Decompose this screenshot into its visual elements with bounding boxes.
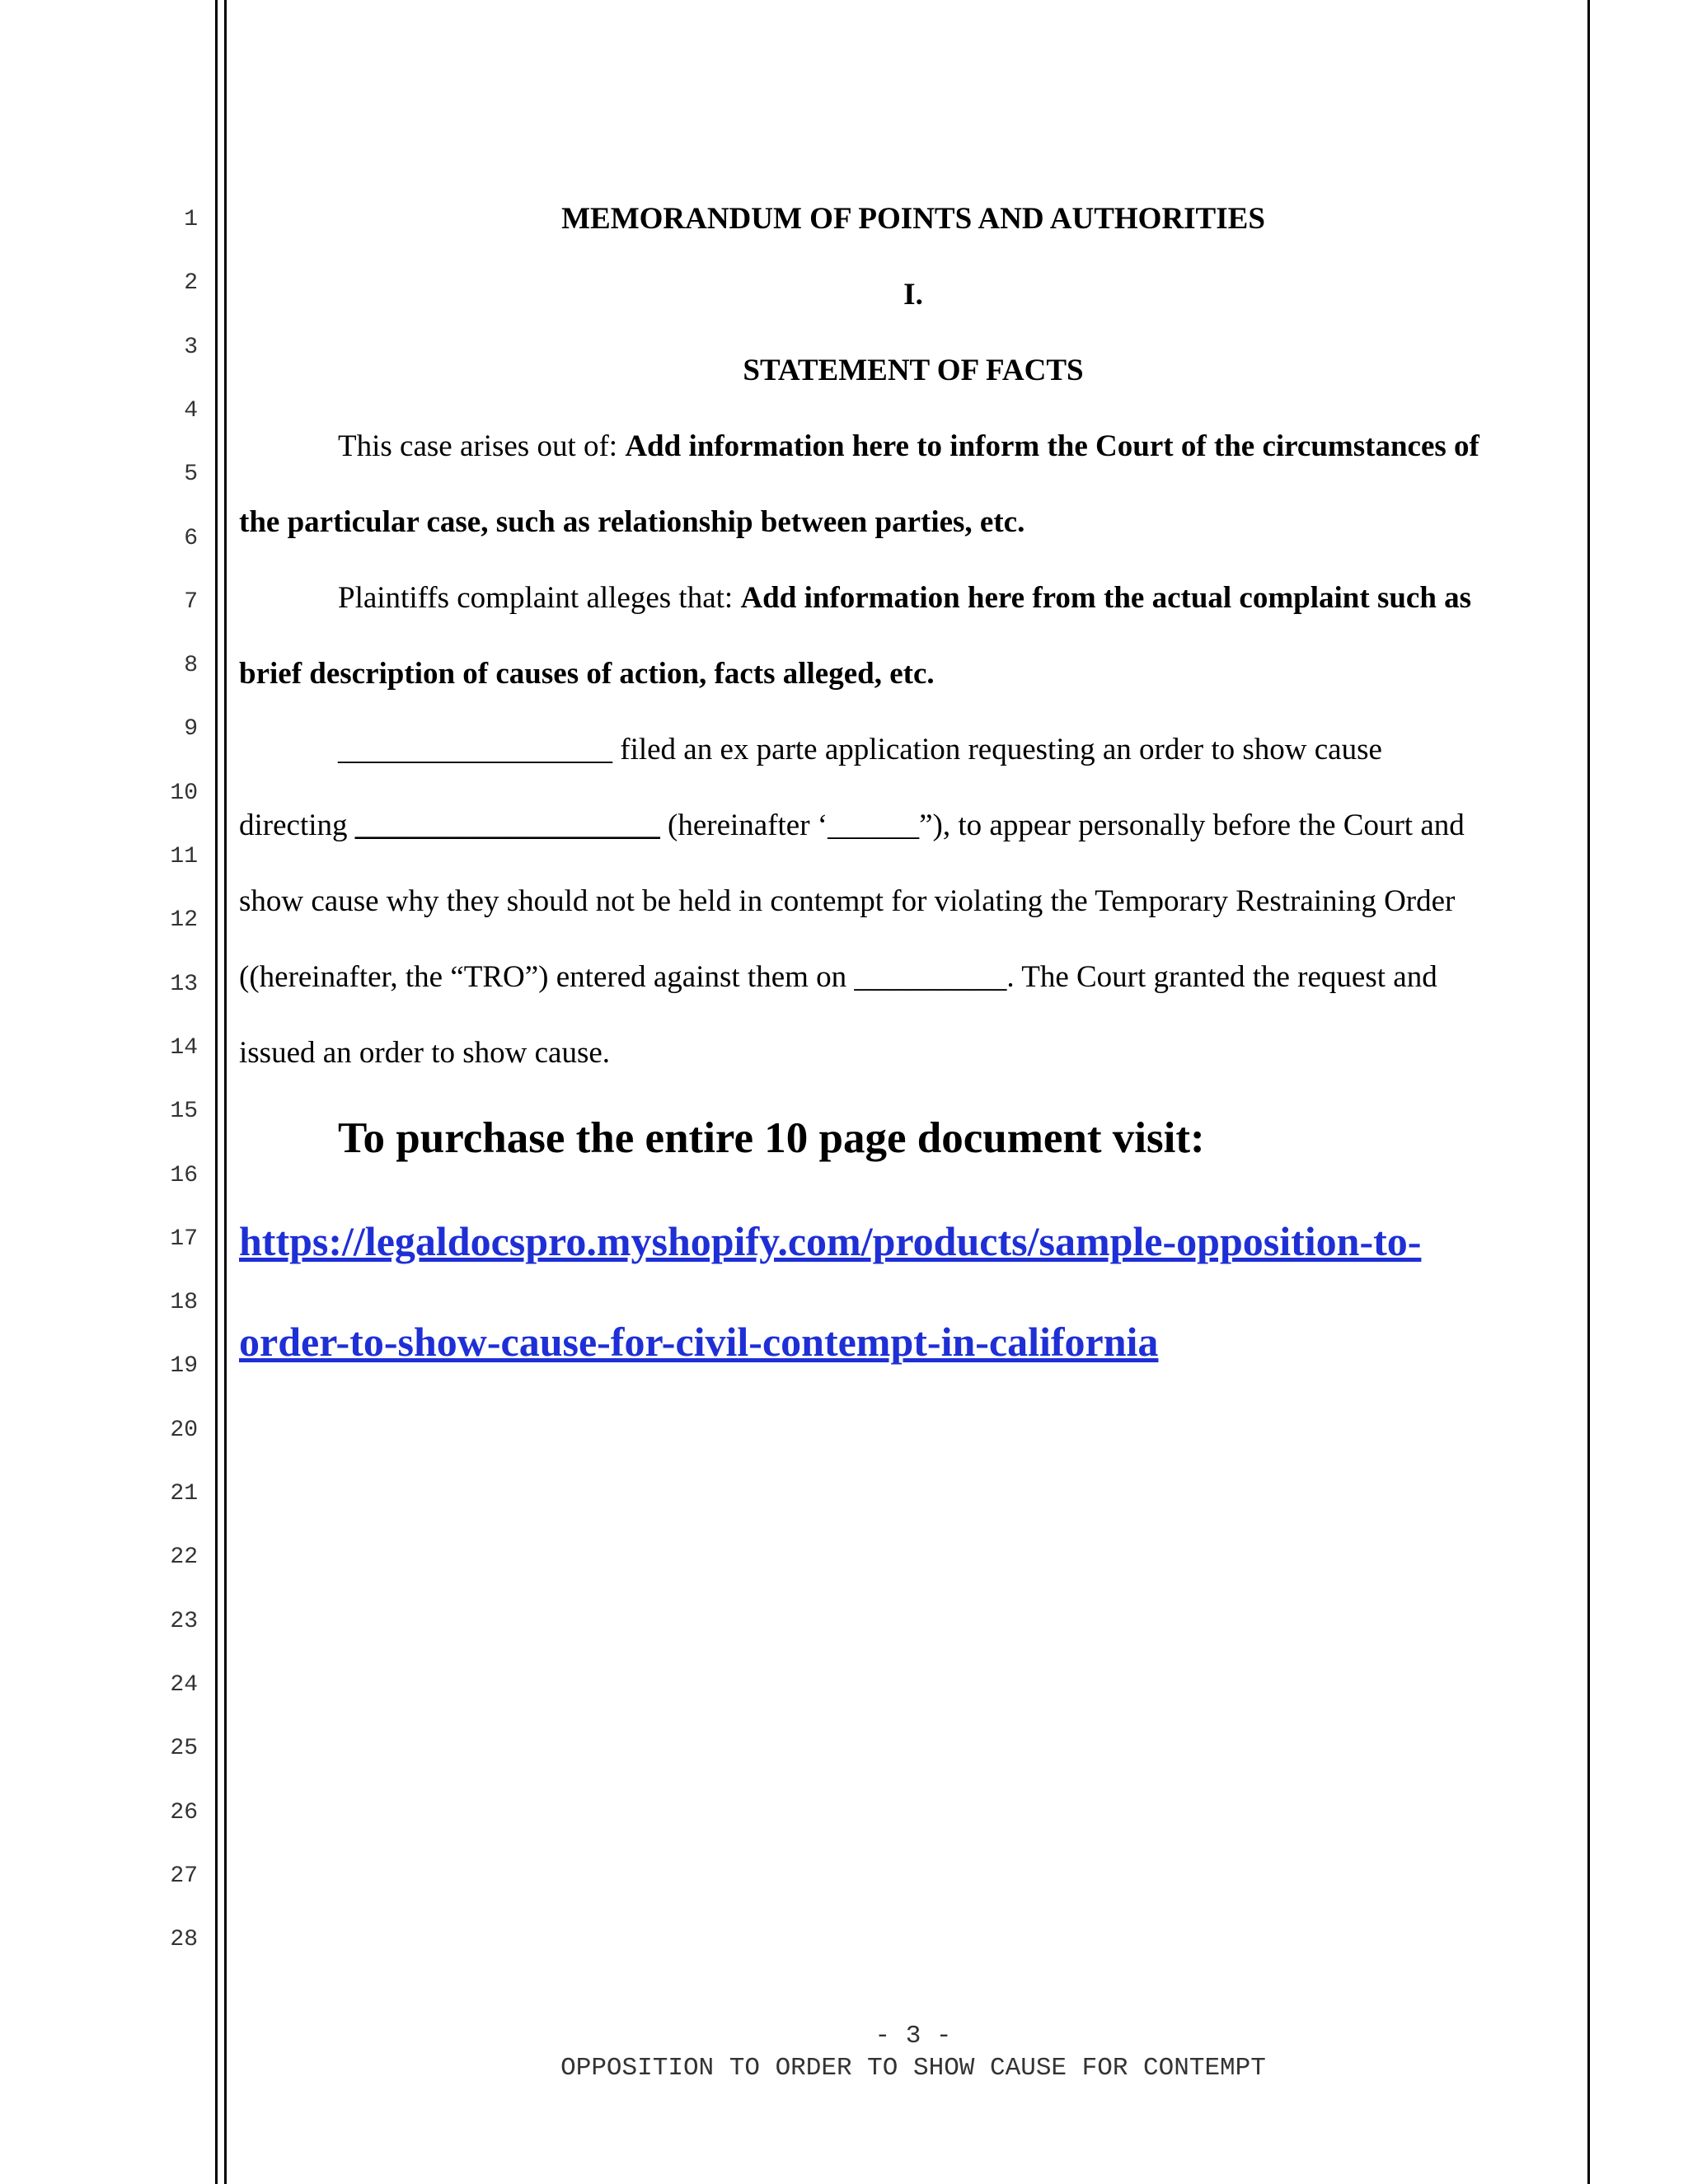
paragraph-3-line-4: ((hereinafter, the “TRO”) entered against them on __________. The Court granted the request and: [239, 960, 1437, 994]
line-number: 16: [170, 1162, 198, 1188]
line-number: 28: [170, 1927, 198, 1953]
line-number: 11: [170, 844, 198, 869]
line-number: 21: [170, 1481, 198, 1507]
purchase-link-line-2[interactable]: order-to-show-cause-for-civil-contempt-in-california: [239, 1319, 1159, 1365]
section-title: STATEMENT OF FACTS: [743, 354, 1084, 387]
hereinafter-text: (hereinafter ‘______”), to appear personally before the Court and: [668, 808, 1465, 842]
line-number: 14: [170, 1034, 198, 1061]
line-number: 24: [170, 1671, 198, 1698]
line-number: 19: [170, 1353, 198, 1380]
right-margin-rule: [1587, 0, 1590, 2184]
paragraph-1-instruction: Add information here to inform the Court of the circumstances of: [625, 429, 1479, 463]
paragraph-2-lead: Plaintiffs complaint alleges that:: [338, 581, 734, 615]
line-number: 22: [170, 1544, 198, 1571]
party-blank: ____________________: [354, 808, 660, 842]
paragraph-2-line-2: brief description of causes of action, facts alleged, etc.: [239, 657, 935, 691]
line-number: 23: [170, 1608, 198, 1634]
paragraph-3-line-3: show cause why they should not be held in contempt for violating the Temporary Restraining Order: [239, 884, 1456, 918]
paragraph-1-lead: This case arises out of:: [338, 429, 618, 463]
paragraph-3-line-5: issued an order to show cause.: [239, 1036, 611, 1070]
line-number: 17: [170, 1226, 198, 1252]
line-number: 12: [170, 907, 198, 934]
line-number: 10: [170, 780, 198, 806]
line-number: 25: [170, 1736, 198, 1762]
left-margin-rule: [215, 0, 218, 2184]
line-number-column: [124, 0, 198, 2184]
purchase-link-line-1[interactable]: https://legaldocspro.myshopify.com/products/sample-opposition-to-: [239, 1218, 1422, 1264]
line-number: 18: [170, 1290, 198, 1316]
paragraph-3-line-2: [239, 807, 1465, 845]
paragraph-1-line-1: [338, 428, 1479, 466]
left-margin-rule-inner: [224, 0, 227, 2184]
directing-text: directing: [239, 808, 348, 842]
line-number: 5: [184, 462, 198, 488]
line-number: 13: [170, 971, 198, 997]
line-number: 6: [184, 525, 198, 551]
paragraph-3-line-1: __________________ filed an ex parte application requesting an order to show cause: [338, 733, 1382, 766]
line-number: 26: [170, 1799, 198, 1825]
line-number: 2: [184, 270, 198, 297]
line-number: 15: [170, 1099, 198, 1125]
line-number: 1: [184, 207, 198, 232]
purchase-notice: To purchase the entire 10 page document visit:: [338, 1114, 1205, 1162]
page-number: - 3 -: [874, 2022, 952, 2050]
memorandum-title: MEMORANDUM OF POINTS AND AUTHORITIES: [561, 202, 1265, 236]
paragraph-1-line-2: the particular case, such as relationship between parties, etc.: [239, 505, 1025, 539]
line-number: 9: [184, 716, 198, 743]
line-number: 8: [184, 653, 198, 679]
line-number: 4: [184, 397, 198, 424]
line-number: 3: [184, 334, 198, 360]
section-number: I.: [903, 278, 923, 312]
line-number: 7: [184, 588, 198, 615]
line-number: 27: [170, 1863, 198, 1889]
line-number: 20: [170, 1417, 198, 1443]
paragraph-2-instruction: Add information here from the actual complaint such as: [740, 581, 1472, 615]
paragraph-2-line-1: [338, 579, 1471, 617]
footer-document-title: OPPOSITION TO ORDER TO SHOW CAUSE FOR CONTEMPT: [560, 2054, 1266, 2083]
